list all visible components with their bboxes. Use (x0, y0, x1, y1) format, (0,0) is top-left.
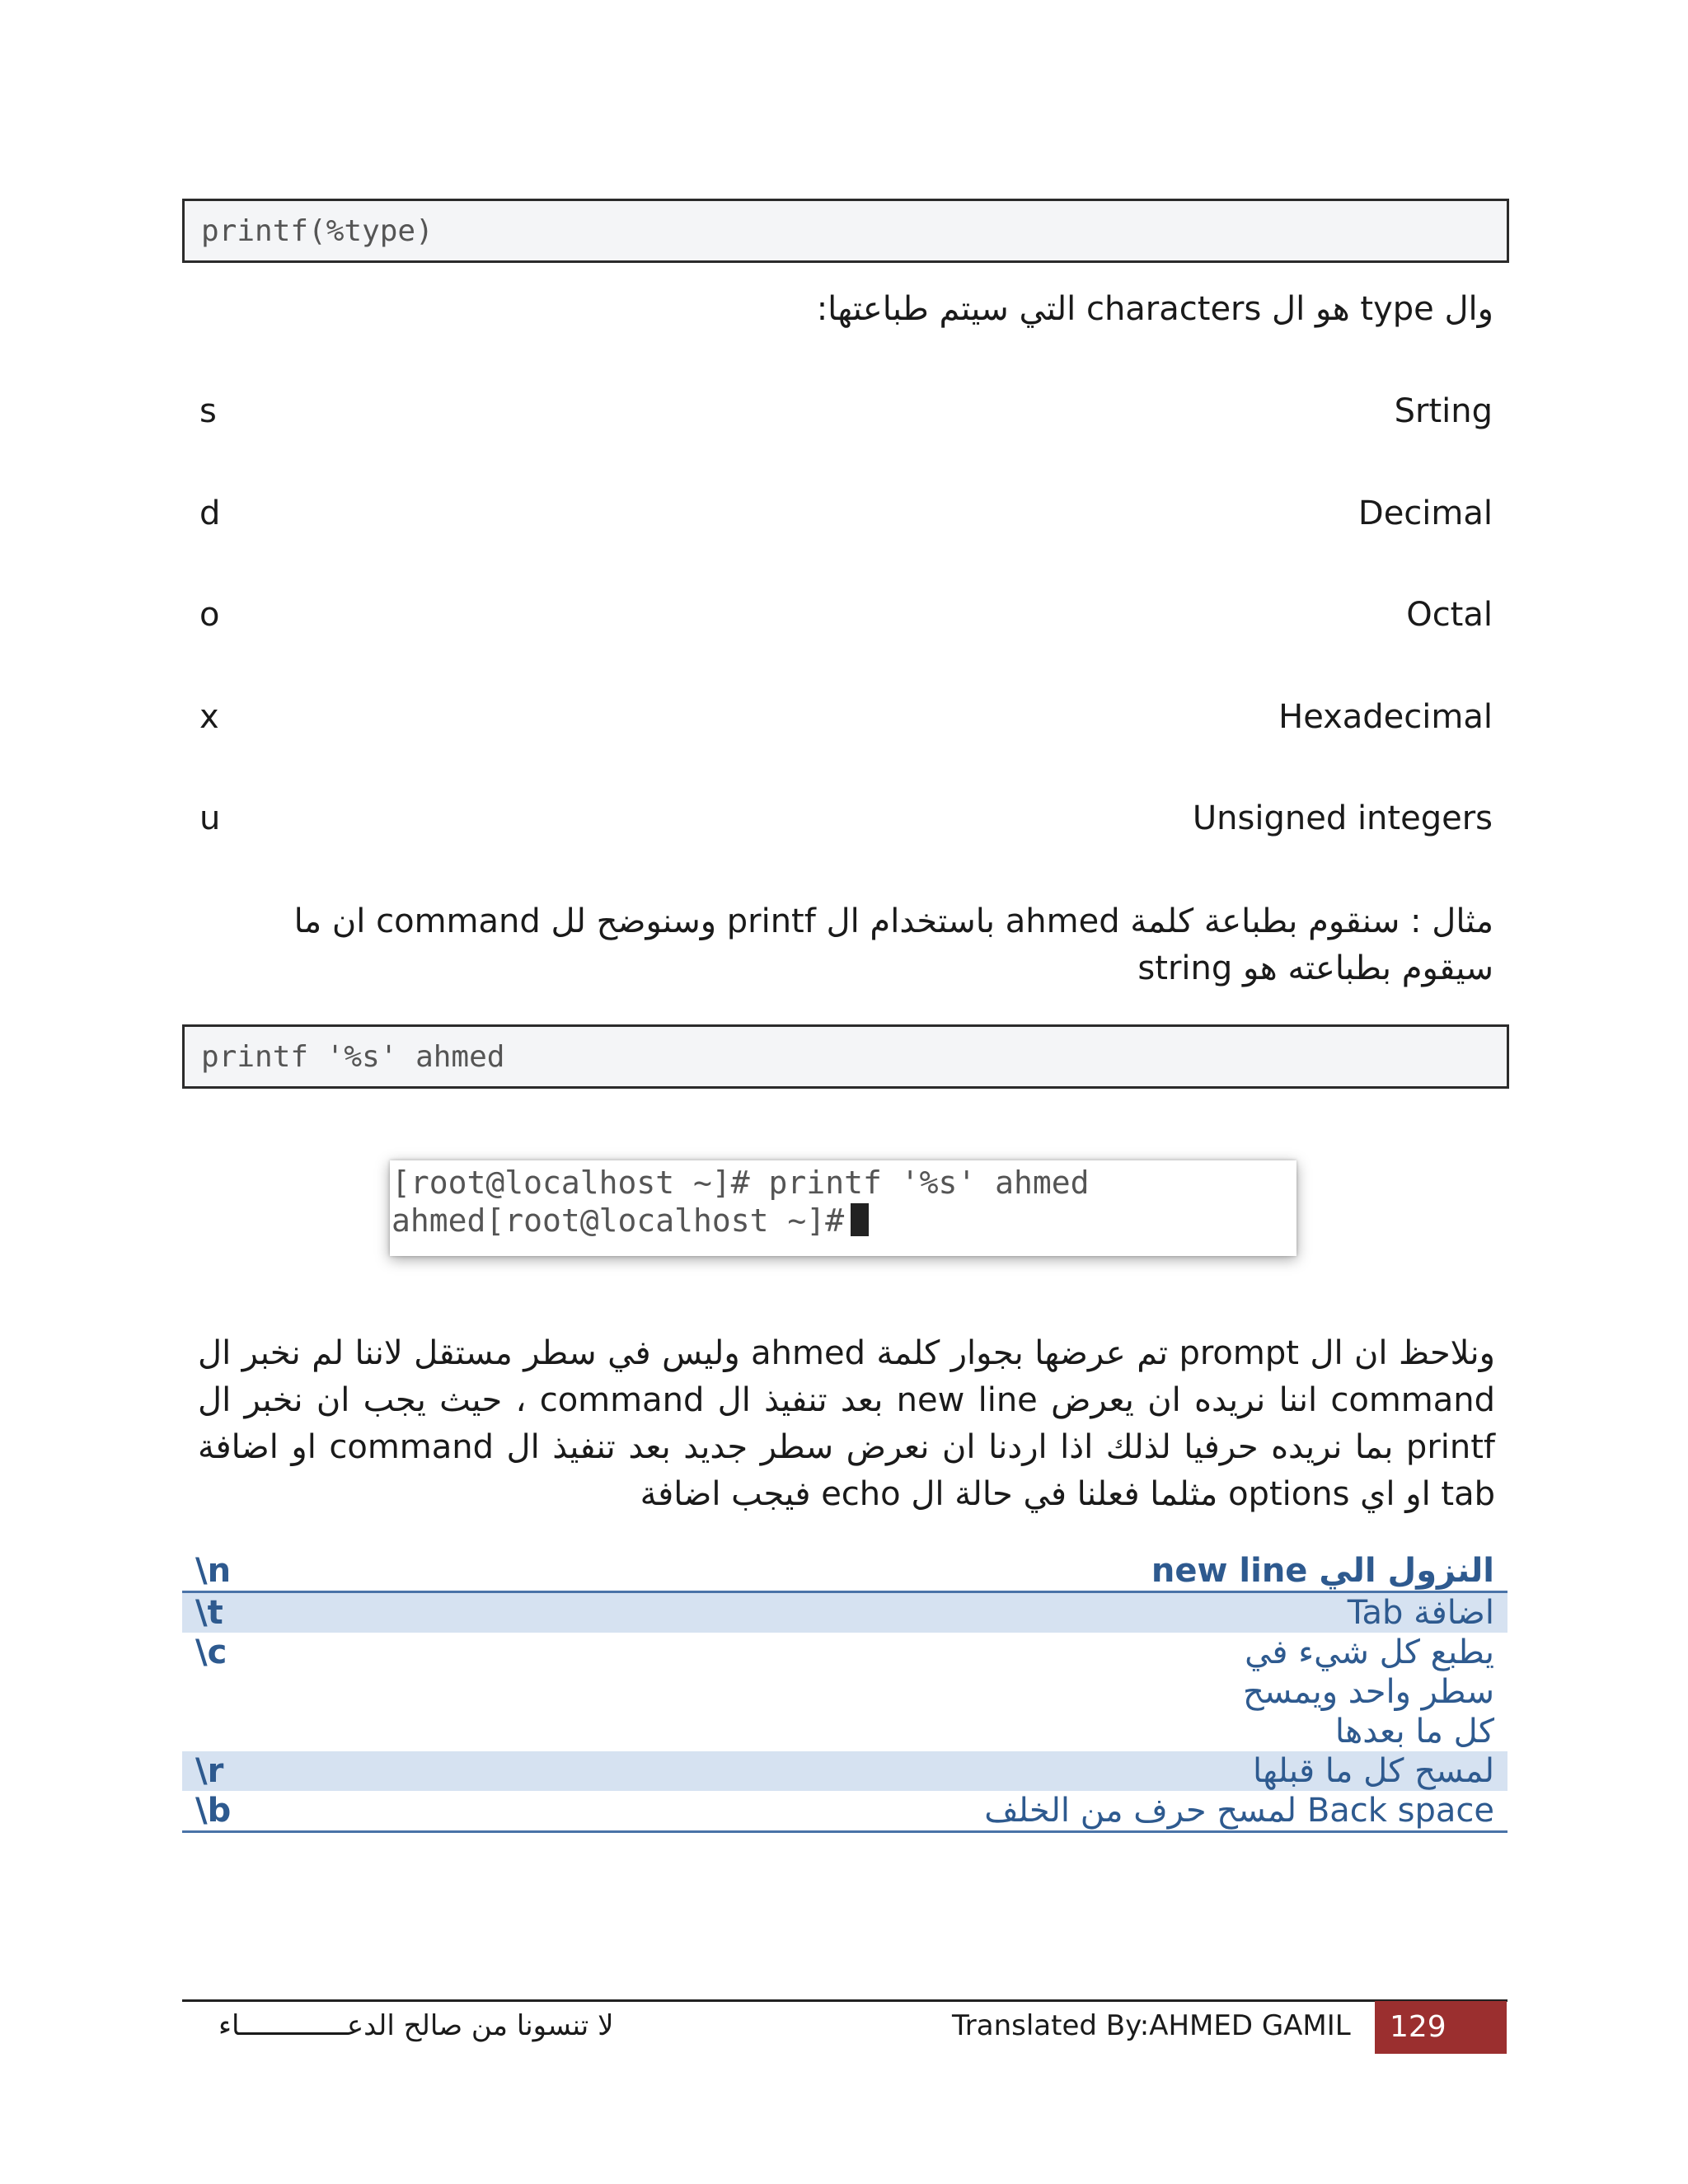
type-letter: s (199, 392, 217, 430)
escape-desc: لمسح كل ما قبلها (332, 1751, 1507, 1791)
escape-sequence-table (182, 1546, 1507, 1833)
escape-code: \n (182, 1546, 332, 1592)
escape-code: \r (182, 1751, 332, 1791)
code-block-printf-example: printf '%s' ahmed (182, 1024, 1509, 1089)
type-name: Octal (1406, 596, 1493, 634)
example-line-1: مثال : سنقوم بطباعة كلمة ahmed باستخدام ال printf وسنوضح لل command ان ما (293, 902, 1493, 940)
type-name: Decimal (1357, 494, 1493, 532)
terminal-screenshot (390, 1160, 1296, 1256)
footer-dua-text: لا تنسونا من صالح الدعـــــــــــــاء (218, 2009, 614, 2042)
escape-desc: اضافة Tab (332, 1592, 1507, 1633)
intro-text: وال type هو ال characters التي سيتم طباعتها: (816, 290, 1493, 328)
escape-desc: Back space لمسح حرف من الخلف (984, 1792, 1494, 1830)
example-line-2: سيقوم بطباعته هو string (1137, 949, 1493, 987)
table-row (182, 1592, 1507, 1633)
type-letter: u (199, 799, 221, 837)
escape-code: \t (182, 1592, 332, 1633)
type-letter: x (199, 698, 219, 736)
footer-divider (182, 1999, 1507, 2002)
cursor-block (851, 1203, 869, 1236)
escape-desc: يطبع كل شيء في سطر واحد ويمسح كل ما بعدها (1242, 1633, 1494, 1750)
explanation-paragraph: ونلاحظ ان ال prompt تم عرضها بجوار كلمة ahmed وليس في سطر مستقل لاننا لم نخبر ال command اننا نريده ان يعرض new line بعد تنفيذ ال command ، حيث يجب ان نخبر ال printf بما نريده حرفيا لذلك اذا اردنا ان نعرض سطر جديد بعد تنفيذ ال command او اضافة tab او اي options مثلما فعلنا في حالة ال echo فيجب اضافة (198, 1334, 1496, 1513)
type-letter: d (199, 494, 221, 532)
terminal-line-2 (392, 1202, 1296, 1240)
table-row (182, 1751, 1507, 1791)
escape-code: \c (195, 1633, 227, 1671)
table-row (182, 1546, 1507, 1592)
escape-desc: النزول الي new line (332, 1546, 1507, 1592)
type-name: Unsigned integers (1192, 799, 1493, 837)
table-row (182, 1633, 1507, 1751)
type-name: Srting (1394, 392, 1493, 430)
terminal-line-1: [root@localhost ~]# printf '%s' ahmed (392, 1165, 1090, 1201)
page-number: 129 (1375, 2001, 1507, 2054)
footer-translator: Translated By:AHMED GAMIL (952, 2009, 1351, 2042)
type-letter: o (199, 596, 220, 634)
code-block-printf-type: printf(%type) (182, 199, 1509, 263)
terminal-prompt: ahmed[root@localhost ~]# (392, 1202, 845, 1239)
table-row (182, 1791, 1507, 1832)
escape-code: \b (195, 1792, 232, 1830)
type-name: Hexadecimal (1278, 698, 1493, 736)
